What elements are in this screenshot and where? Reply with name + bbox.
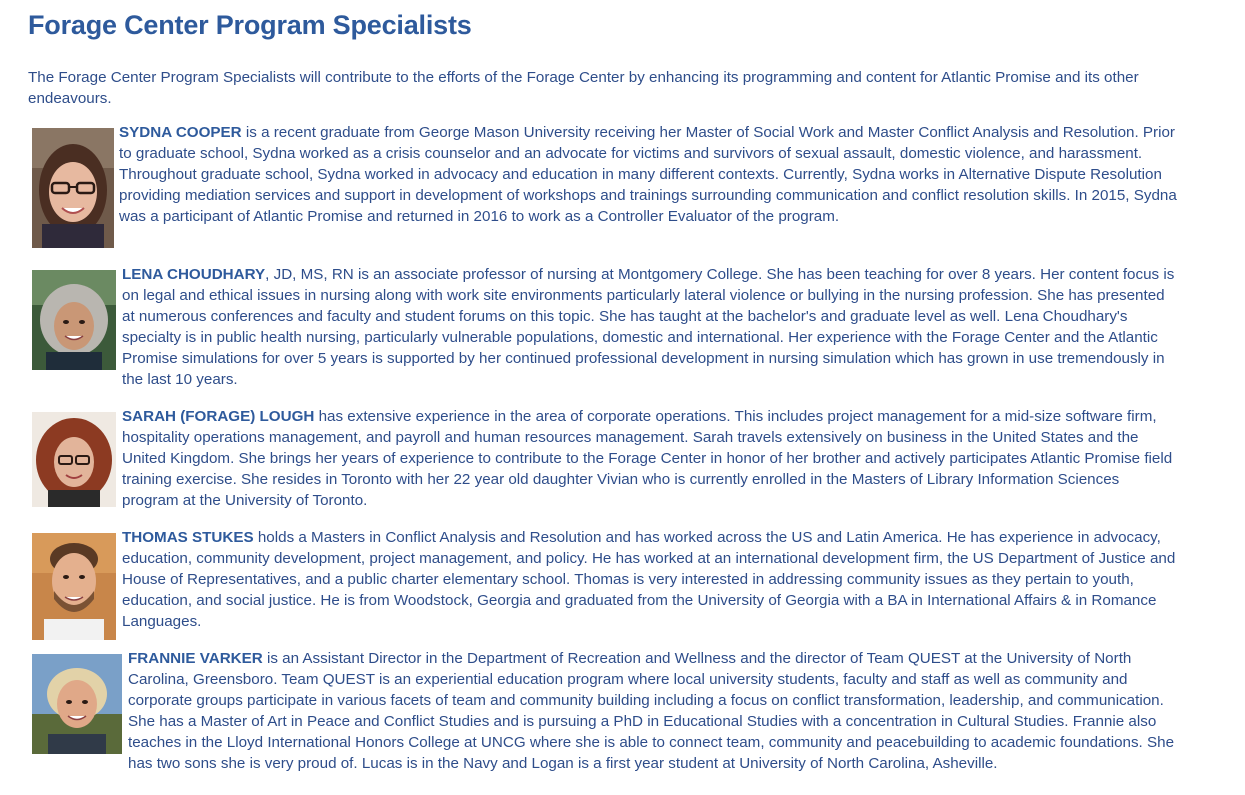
bio-text: is a recent graduate from George Mason University receiving her Master of Social Work and Master Conflict Analysis and Resolution. Prior to graduate school, Sydna worked as a crisis counselor and an advocate for victims and survivors of sexual assault, domestic violence, and harassment. Throughout graduate school, Sydna worked in advocacy and education in many different contexts. Currently, Sydna works in Alternative Dispute Resolution providing mediation services and support in development of workshops and trainings surrounding communication and conflict resolution skills. In 2015, Sydna was a participant of Atlantic Promise and returned in 2016 to work as a Controller Evaluator of the program. [119, 124, 1177, 225]
bio-name: SYDNA COOPER [119, 124, 242, 141]
page-title: Forage Center Program Specialists [28, 10, 472, 40]
bio-text: , JD, MS, RN is an associate professor of nursing at Montgomery College. She has been teaching for over 8 years. Her content focus is on legal and ethical issues in nursing along with work site environments particularly lateral violence or bullying in the nursing profession. She has presented at numerous conferences and faculty and student forums on this topic. She has taught at the bachelor's and graduate level as well. Lena Choudhary's specialty is in public health nursing, particularly vulnerable populations, domestic and international. Her experience with the Forage Center and the Atlantic Promise simulations for over 5 years is supported by her continued professional development in nursing simulation which has grown in use tremendously in the last 10 years. [122, 266, 1175, 388]
intro-paragraph: The Forage Center Program Specialists will contribute to the efforts of the Forage Center by enhancing its programming and content for Atlantic Promise and its other endeavours. [28, 69, 1139, 107]
bio-name: FRANNIE VARKER [128, 650, 263, 667]
bio-thomas-stukes [28, 527, 1178, 640]
photo-sarah-lough [32, 412, 116, 507]
bio-sarah-lough [28, 406, 1178, 511]
bio-name: THOMAS STUKES [122, 529, 254, 546]
photo-sydna-cooper [32, 128, 114, 248]
bio-name: SARAH (FORAGE) LOUGH [122, 408, 315, 425]
page-content [28, 0, 1218, 772]
bio-text: is an Assistant Director in the Department of Recreation and Wellness and the director of Team QUEST at the University of North Carolina, Greensboro. Team QUEST is an experiential education program where local university students, faculty and staff as well as community and corporate groups participate in various facets of team and community building including a focus on conflict transformation, leadership, and communication. She has a Master of Art in Peace and Conflict Studies and is pursuing a PhD in Educational Studies with a concentration in Cultural Studies. Frannie also teaches in the Lloyd International Honors College at UNCG where she is able to connect team, community and peacebuilding to academic foundations. She has two sons she is very proud of. Lucas is in the Navy and Logan is a first year student at University of North Carolina, Asheville. [128, 650, 1175, 772]
photo-lena-choudhary [32, 270, 116, 370]
bio-text: has extensive experience in the area of corporate operations. This includes project management for a mid-size software firm, hospitality operations management, and payroll and human resources management. Sarah travels extensively on business in the United States and the United Kingdom. She brings her years of experience to contribute to the Forage Center in honor of her brother and actively participates Atlantic Promise field training exercise. She resides in Toronto with her 22 year old daughter Vivian who is currently enrolled in the Masters of Library Information Sciences program at the University of Toronto. [122, 408, 1173, 509]
photo-frannie-varker [32, 654, 122, 754]
bio-text: holds a Masters in Conflict Analysis and Resolution and has worked across the US and Latin America. He has experience in advocacy, education, community development, project management, and policy. He has worked at an international development firm, the US Department of Justice and House of Representatives, and a public charter elementary school. Thomas is very interested in addressing community issues as they pertain to youth, education, and social justice. He is from Woodstock, Georgia and graduated from the University of Georgia with a BA in International Affairs & in Romance Languages. [122, 529, 1176, 630]
photo-thomas-stukes [32, 533, 116, 640]
bio-frannie-varker [28, 648, 1178, 774]
bio-lena-choudhary [28, 264, 1178, 390]
bio-sydna-cooper [28, 122, 1178, 248]
bio-name: LENA CHOUDHARY [122, 266, 266, 283]
